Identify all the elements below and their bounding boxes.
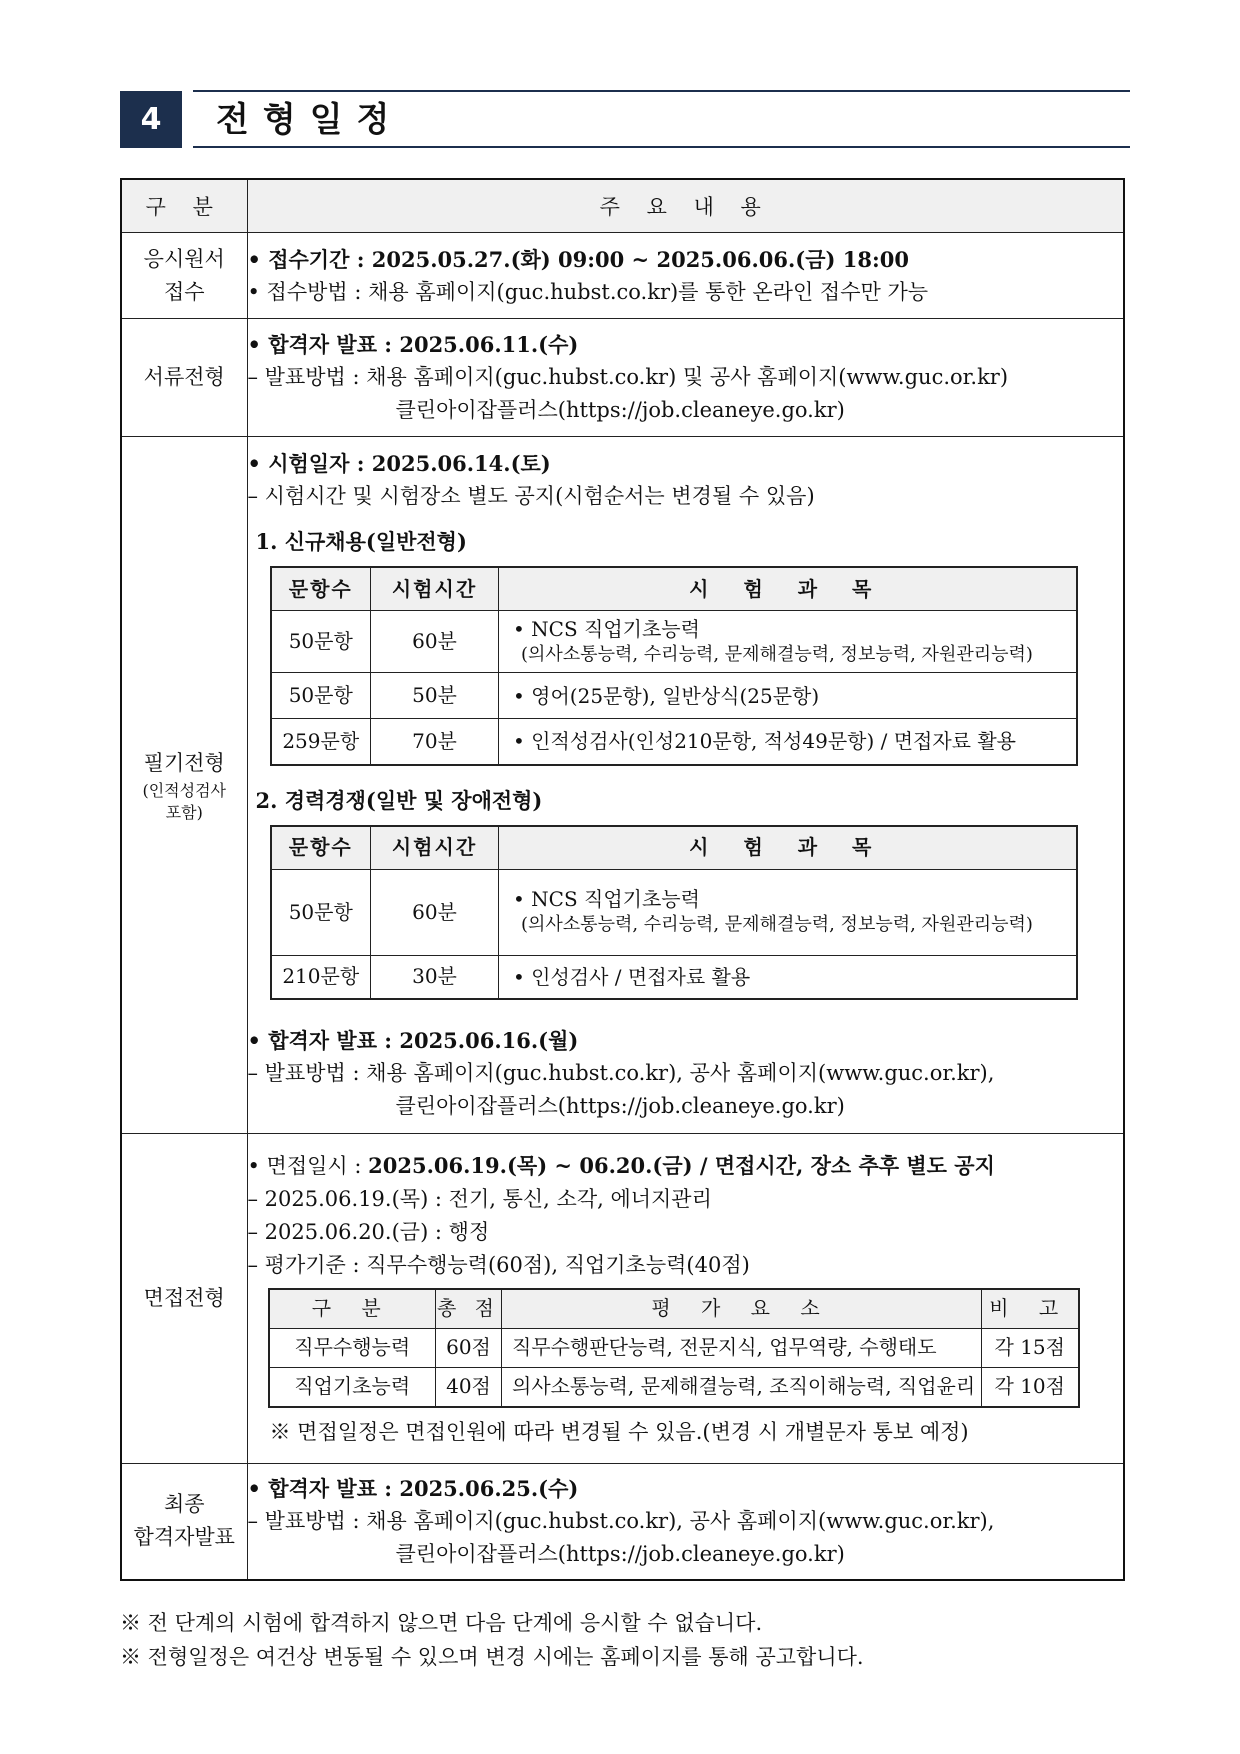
document-announce: • 합격자 발표 : 2025.06.11.(수): [247, 332, 579, 357]
content-document: [247, 319, 1124, 437]
g1-r0-subject-detail: (의사소통능력, 수리능력, 문제해결능력, 정보능력, 자원관리능력): [521, 643, 1033, 665]
content-interview: [247, 1134, 1124, 1464]
category-final: [121, 1464, 247, 1580]
row-application: [121, 233, 1124, 319]
schedule-table: [120, 178, 1125, 1581]
written-method-line1: – 발표방법 : 채용 홈페이지(guc.hubst.co.kr), 공사 홈페이지(www.guc.or.kr),: [247, 1061, 995, 1085]
g2-header-subject: 시 험 과 목: [499, 826, 1077, 870]
written-group2-table: [270, 825, 1078, 1001]
interview-date: [248, 1149, 1124, 1183]
final-announce: • 합격자 발표 : 2025.06.25.(수): [247, 1475, 579, 1501]
interview-date-value: 2025.06.19.(목) ~ 06.20.(금) / 면접시간, 장소 추후 별도 공지: [368, 1152, 995, 1178]
category-application-line2: 접수: [163, 279, 205, 304]
g1-r2-count: 259문항: [271, 719, 371, 765]
eval-header-score: 총 점: [436, 1289, 502, 1329]
footnotes: [120, 1606, 864, 1674]
written-group1-table: [270, 566, 1078, 766]
table-row: [271, 719, 1077, 765]
g2-header-time: 시험시간: [371, 826, 499, 870]
category-written-sub2: 포함): [165, 802, 203, 822]
g1-r0-time: 60분: [371, 611, 499, 673]
category-application: [121, 233, 247, 319]
g2-r0-subject: [499, 869, 1077, 955]
eval-r0-elements: 직무수행판단능력, 전문지식, 업무역량, 수행태도: [502, 1328, 982, 1367]
written-group1-header: [271, 567, 1077, 611]
application-period: • 접수기간 : 2025.05.27.(화) 09:00 ~ 2025.06.06.(금) 18:00: [247, 246, 909, 272]
g1-r1-subject: • 영어(25문항), 일반상식(25문항): [499, 673, 1077, 719]
header-content: 주 요 내 용: [247, 179, 1124, 233]
category-written-sub1: (인적성검사: [142, 780, 227, 800]
interview-date-prefix: • 면접일시 :: [247, 1153, 369, 1178]
content-application: [247, 233, 1124, 319]
header-category: 구 분: [121, 179, 247, 233]
interview-remark: ※ 면접일정은 면접인원에 따라 변경될 수 있음.(변경 시 개별문자 통보 예정): [269, 1419, 969, 1444]
eval-r0-note: 각 15점: [982, 1328, 1079, 1367]
section-title: 전형일정: [216, 100, 404, 140]
written-group1-title: 1. 신규채용(일반전형): [255, 529, 467, 554]
section-header-top-rule: [193, 90, 1130, 92]
written-method-line2: 클린아이잡플러스(https://job.cleaneye.go.kr): [395, 1094, 845, 1118]
g2-r0-subject-main: • NCS 직업기초능력: [513, 887, 700, 911]
eval-header-note: 비 고: [982, 1289, 1079, 1329]
table-row: [269, 1328, 1079, 1367]
document-method-line1: – 발표방법 : 채용 홈페이지(guc.hubst.co.kr) 및 공사 홈페이지(www.guc.or.kr): [247, 365, 1009, 389]
row-final: [121, 1464, 1124, 1580]
category-interview: 면접전형: [121, 1134, 247, 1464]
content-written: [247, 437, 1124, 1134]
section-header-bottom-rule: [193, 146, 1130, 148]
eval-r1-elements: 의사소통능력, 문제해결능력, 조직이해능력, 직업윤리: [502, 1367, 982, 1407]
g1-r1-time: 50분: [371, 673, 499, 719]
g1-r2-time: 70분: [371, 719, 499, 765]
g1-r0-subject-main: • NCS 직업기초능력: [513, 616, 700, 641]
category-final-line2: 합격자발표: [133, 1525, 235, 1550]
written-notice: – 시험시간 및 시험장소 별도 공지(시험순서는 변경될 수 있음): [247, 484, 815, 508]
g1-header-subject: 시 험 과 목: [499, 567, 1077, 611]
eval-header: [269, 1289, 1079, 1329]
footnote-1: ※ 전 단계의 시험에 합격하지 않으면 다음 단계에 응시할 수 없습니다.: [120, 1611, 763, 1635]
written-group2-title: 2. 경력경쟁(일반 및 장애전형): [255, 787, 543, 813]
table-row: [269, 1367, 1079, 1407]
table-row: [271, 955, 1077, 999]
category-document: 서류전형: [121, 319, 247, 437]
g2-header-count: 문항수: [271, 826, 371, 870]
g1-r0-subject: [499, 611, 1077, 673]
written-date: • 시험일자 : 2025.06.14.(토): [247, 451, 551, 476]
written-group2-header: [271, 826, 1077, 870]
g1-r0-count: 50문항: [271, 611, 371, 673]
final-method-line2: 클린아이잡플러스(https://job.cleaneye.go.kr): [395, 1541, 845, 1566]
g1-r2-subject: • 인적성검사(인성210문항, 적성49문항) / 면접자료 활용: [499, 719, 1077, 765]
table-row: [271, 869, 1077, 955]
eval-r1-note: 각 10점: [982, 1367, 1079, 1407]
eval-r1-score: 40점: [436, 1367, 502, 1407]
application-method: • 접수방법 : 채용 홈페이지(guc.hubst.co.kr)를 통한 온라인 접수만 가능: [247, 279, 929, 304]
schedule-table-header: [121, 179, 1124, 233]
interview-day2: – 2025.06.20.(금) : 행정: [247, 1219, 490, 1244]
g1-r1-count: 50문항: [271, 673, 371, 719]
g2-r0-time: 60분: [371, 869, 499, 955]
row-document: [121, 319, 1124, 437]
g2-r0-subject-detail: (의사소통능력, 수리능력, 문제해결능력, 정보능력, 자원관리능력): [521, 914, 1033, 935]
final-method-line1: – 발표방법 : 채용 홈페이지(guc.hubst.co.kr), 공사 홈페이지(www.guc.or.kr),: [247, 1508, 995, 1533]
table-row: [271, 673, 1077, 719]
document-method-line2: 클린아이잡플러스(https://job.cleaneye.go.kr): [395, 398, 845, 422]
section-number-badge: 4: [120, 91, 182, 148]
written-announce: • 합격자 발표 : 2025.06.16.(월): [247, 1028, 579, 1053]
eval-header-elements: 평 가 요 소: [502, 1289, 982, 1329]
eval-header-category: 구 분: [269, 1289, 436, 1329]
category-written-label: 필기전형: [143, 750, 225, 775]
interview-criteria: – 평가기준 : 직무수행능력(60점), 직업기초능력(40점): [247, 1252, 750, 1277]
row-interview: [121, 1134, 1124, 1464]
eval-r0-name: 직무수행능력: [269, 1328, 436, 1367]
g1-header-time: 시험시간: [371, 567, 499, 611]
interview-eval-table: [268, 1288, 1080, 1408]
g2-r1-time: 30분: [371, 955, 499, 999]
category-written: [121, 437, 247, 1134]
g2-r0-count: 50문항: [271, 869, 371, 955]
category-final-line1: 최종: [163, 1492, 205, 1517]
row-written: [121, 437, 1124, 1134]
g2-r1-subject: • 인성검사 / 면접자료 활용: [499, 955, 1077, 999]
g2-r1-count: 210문항: [271, 955, 371, 999]
content-final: [247, 1464, 1124, 1580]
eval-r1-name: 직업기초능력: [269, 1367, 436, 1407]
g1-header-count: 문항수: [271, 567, 371, 611]
table-row: [271, 611, 1077, 673]
footnote-2: ※ 전형일정은 여건상 변동될 수 있으며 변경 시에는 홈페이지를 통해 공고합니다.: [120, 1645, 864, 1669]
eval-r0-score: 60점: [436, 1328, 502, 1367]
category-application-line1: 응시원서: [143, 246, 225, 271]
interview-day1: – 2025.06.19.(목) : 전기, 통신, 소각, 에너지관리: [247, 1186, 712, 1211]
